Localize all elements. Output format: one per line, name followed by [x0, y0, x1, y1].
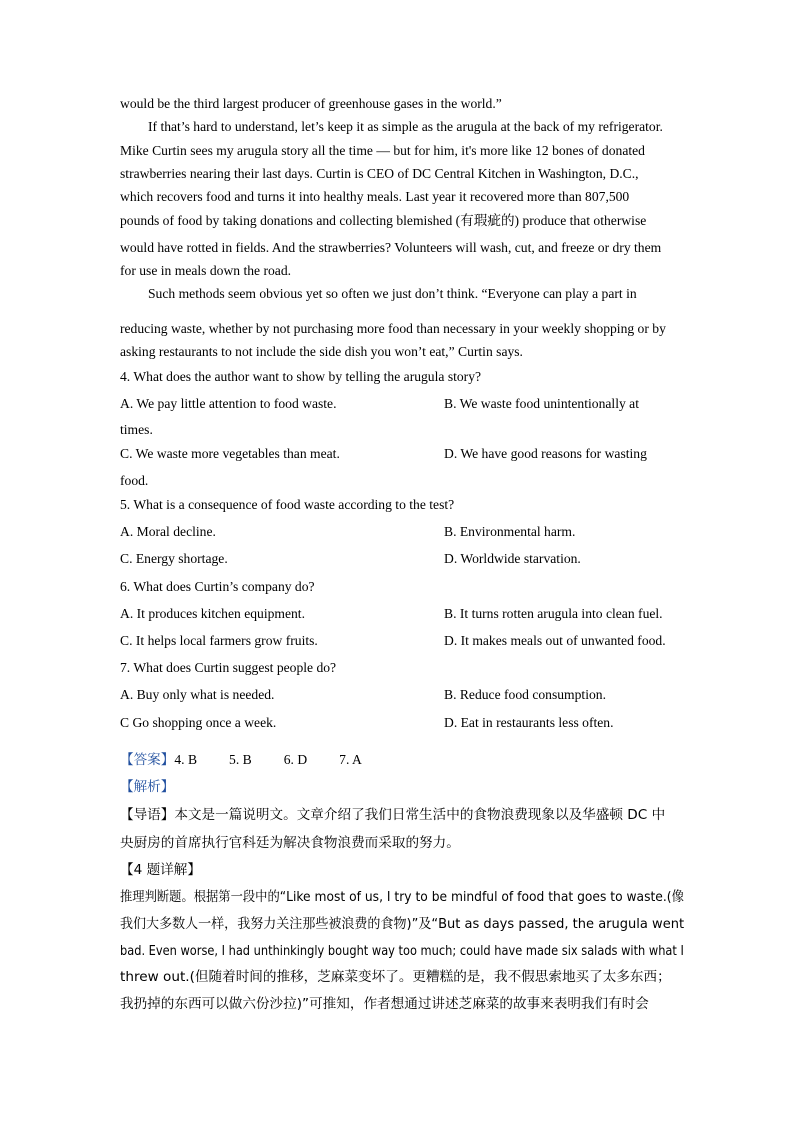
passage-line: pounds of food by taking donations and collecting blemished (有瑕疵的) produce that otherwise: [120, 213, 647, 228]
answer-5: 5. B: [229, 752, 252, 767]
option-c: C. Energy shortage.: [120, 551, 228, 566]
guide-text: 本文是一篇说明文。文章介绍了我们日常生活中的食物浪费现象以及华盛顿 DC 中: [174, 807, 666, 823]
q4-detail-label: 【4 题详解】: [120, 862, 201, 878]
passage-line: asking restaurants to not include the side dish you won’t eat,” Curtin says.: [120, 344, 523, 359]
option-d: D. Eat in restaurants less often.: [444, 715, 614, 730]
guide-line: 央厨房的首席执行官科廷为解决食物浪费而采取的努力。: [120, 835, 460, 851]
option-d: D. We have good reasons for wasting: [444, 446, 647, 461]
passage-line: would be the third largest producer of greenhouse gases in the world.”: [120, 96, 502, 111]
option-b: B. It turns rotten arugula into clean fuel.: [444, 606, 663, 621]
question-stem: 4. What does the author want to show by telling the arugula story?: [120, 369, 482, 384]
passage-line: If that’s hard to understand, let’s keep it as simple as the arugula at the back of my refrigerator.: [148, 119, 663, 134]
answer-line: [120, 751, 362, 769]
question-stem: 7. What does Curtin suggest people do?: [120, 660, 337, 675]
detail-line: 我们大多数人一样，我努力关注那些被浪费的食物)”及“But as days passed, the arugula went: [120, 916, 685, 932]
answer-7: 7. A: [339, 752, 362, 767]
option-c: C Go shopping once a week.: [120, 715, 277, 730]
answer-6: 6. D: [283, 752, 308, 767]
option-b: B. Reduce food consumption.: [444, 687, 606, 702]
passage-line: strawberries nearing their last days. Curtin is CEO of DC Central Kitchen in Washington, D.C.,: [120, 166, 639, 181]
option-b: B. Environmental harm.: [444, 524, 576, 539]
option-c: C. We waste more vegetables than meat.: [120, 446, 340, 461]
detail-line: 我扔掉的东西可以做六份沙拉)”可推知，作者想通过讲述芝麻菜的故事来表明我们有时会: [120, 996, 649, 1012]
option-a: A. Moral decline.: [120, 524, 216, 539]
passage-line: which recovers food and turns it into healthy meals. Last year it recovered more than 807,500: [120, 189, 630, 204]
passage-line: Mike Curtin sees my arugula story all the time — but for him, it's more like 12 bones of donated: [120, 143, 645, 158]
option-a: A. Buy only what is needed.: [120, 687, 275, 702]
option-c: C. It helps local farmers grow fruits.: [120, 633, 318, 648]
guide-label: 【导语】: [120, 807, 175, 823]
answer-label: 【答案】: [120, 752, 175, 768]
question-stem: 5. What is a consequence of food waste according to the test?: [120, 497, 455, 512]
passage-line: would have rotted in fields. And the strawberries? Volunteers will wash, cut, and freeze or dry them: [120, 240, 662, 255]
option-b-wrap: times.: [120, 422, 153, 437]
detail-line: bad. Even worse, I had unthinkingly bought way too much; could have made six salads with what I: [120, 943, 684, 959]
guide-line: [120, 806, 665, 824]
option-d-wrap: food.: [120, 473, 149, 488]
option-a: A. We pay little attention to food waste.: [120, 396, 337, 411]
passage-line: reducing waste, whether by not purchasing more food than necessary in your weekly shopping or by: [120, 321, 666, 336]
option-d: D. It makes meals out of unwanted food.: [444, 633, 666, 648]
option-d: D. Worldwide starvation.: [444, 551, 581, 566]
option-a: A. It produces kitchen equipment.: [120, 606, 305, 621]
passage-line: Such methods seem obvious yet so often we just don’t think. “Everyone can play a part in: [148, 286, 637, 301]
detail-line: threw out.(但随着时间的推移，芝麻菜变坏了。更糟糕的是，我不假思索地买了太多东西；: [120, 969, 671, 985]
analysis-label: 【解析】: [120, 779, 175, 795]
passage-line: for use in meals down the road.: [120, 263, 292, 278]
option-b: B. We waste food unintentionally at: [444, 396, 639, 411]
answer-4: 4. B: [174, 752, 198, 767]
detail-line: 推理判断题。根据第一段中的“Like most of us, I try to be mindful of food that goes to waste.(像: [120, 889, 684, 905]
question-stem: 6. What does Curtin’s company do?: [120, 579, 315, 594]
